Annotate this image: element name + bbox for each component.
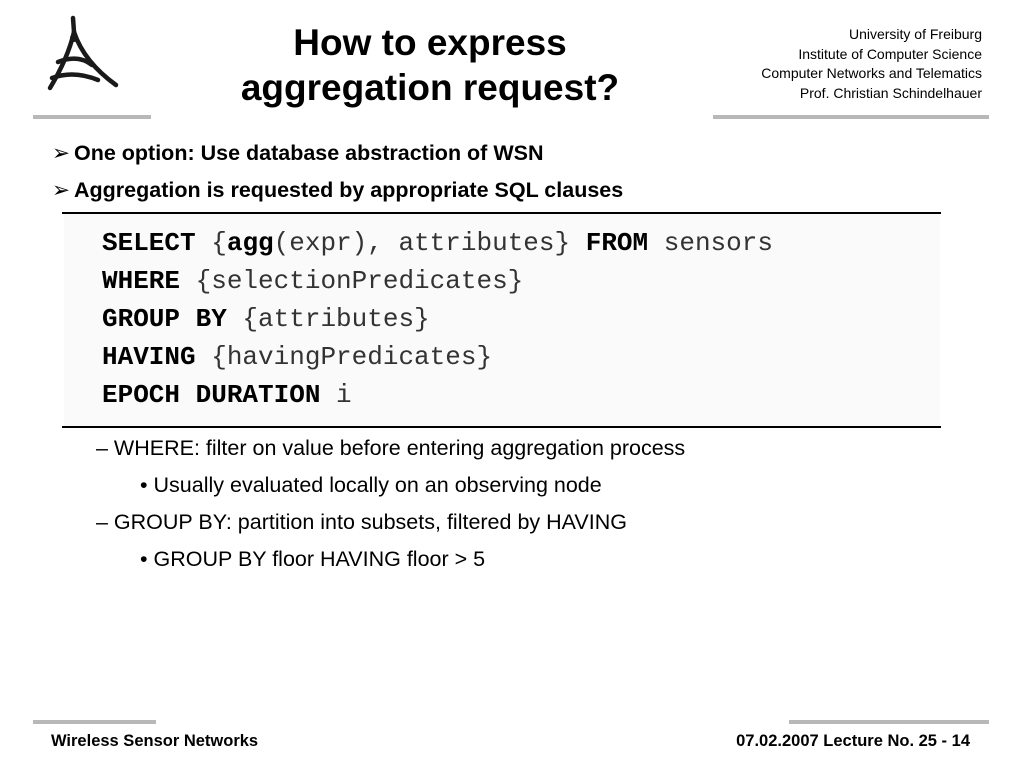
groupby-example-text: GROUP BY floor HAVING floor > 5 <box>153 547 486 571</box>
keyword-where: WHERE <box>102 266 181 296</box>
header-rule-right <box>713 115 989 119</box>
where-detail-text: Usually evaluated locally on an observing node <box>153 473 602 497</box>
bullet-text-2: Aggregation is requested by appropriate SQL clauses <box>74 178 624 202</box>
keyword-select: SELECT <box>102 228 196 258</box>
code-block-rule-bottom <box>62 426 941 428</box>
code-text: {selectionPredicates} <box>180 266 524 296</box>
code-text: i <box>320 380 352 410</box>
footer-rule-left <box>33 720 156 724</box>
institution-department: Computer Networks and Telematics <box>761 65 982 81</box>
code-text: { <box>195 228 227 258</box>
code-line-groupby <box>102 300 430 338</box>
dot-bullet-icon: • <box>140 473 154 497</box>
sub-item-where: – WHERE: filter on value before entering aggregation process <box>96 436 686 460</box>
bullet-text-1: One option: Use database abstraction of WSN <box>74 141 544 165</box>
code-block-rule-top <box>62 212 941 214</box>
slide-title <box>160 20 700 110</box>
keyword-having: HAVING <box>102 342 196 372</box>
sub-sub-item-where-detail <box>140 472 602 498</box>
code-text: (expr), <box>273 228 383 258</box>
keyword-group-by: GROUP BY <box>102 304 227 334</box>
university-logo-icon <box>28 10 138 100</box>
institution-university: University of Freiburg <box>848 26 982 42</box>
header-rule-left <box>33 115 151 119</box>
institution-block <box>761 25 982 103</box>
arrow-bullet-icon: ➢ <box>52 141 71 165</box>
bullet-item-2 <box>52 177 623 203</box>
keyword-agg: agg <box>226 228 274 258</box>
bullet-item-1 <box>52 140 543 166</box>
sub-sub-item-groupby-example <box>140 546 485 572</box>
footer-course-name: Wireless Sensor Networks <box>51 732 259 750</box>
keyword-from: FROM <box>585 228 649 258</box>
code-text: attributes} <box>382 228 586 258</box>
footer-rule-right <box>789 720 989 724</box>
code-line-epoch <box>102 376 352 414</box>
code-text: {attributes} <box>226 304 430 334</box>
keyword-epoch-duration: EPOCH DURATION <box>102 380 321 410</box>
title-line-2: aggregation request? <box>240 67 620 108</box>
code-line-where <box>102 262 523 300</box>
institution-institute: Institute of Computer Science <box>798 45 982 62</box>
footer-date-lecture: 07.02.2007 Lecture No. 25 - 14 <box>736 732 970 750</box>
arrow-bullet-icon: ➢ <box>52 178 71 202</box>
sub-item-groupby: – GROUP BY: partition into subsets, filtered by HAVING <box>96 510 627 534</box>
code-line-select <box>102 224 773 262</box>
code-line-having <box>102 338 492 376</box>
code-text: {havingPredicates} <box>195 342 493 372</box>
title-line-1: How to express <box>293 22 567 63</box>
dot-bullet-icon: • <box>140 547 154 571</box>
institution-professor: Prof. Christian Schindelhauer <box>799 84 982 101</box>
code-text: sensors <box>648 228 773 258</box>
